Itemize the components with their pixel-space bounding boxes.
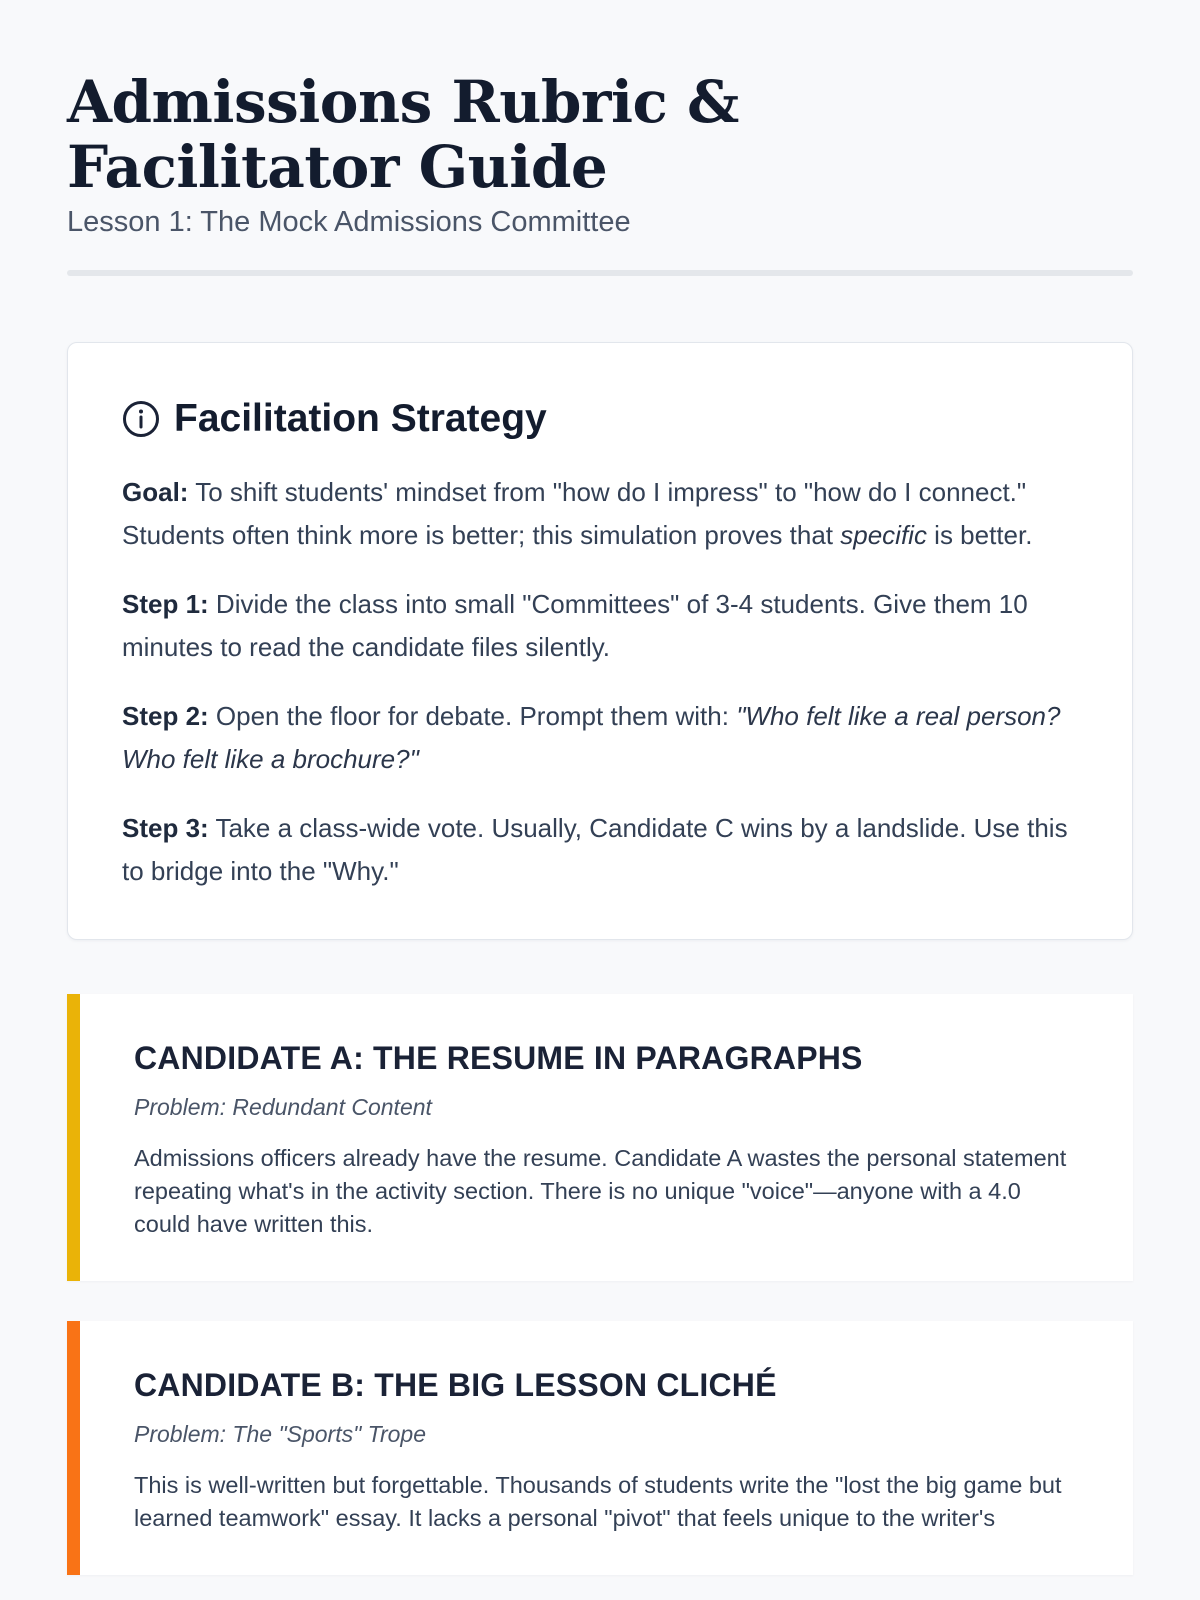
header-divider (67, 270, 1133, 276)
step-1-paragraph (122, 583, 1078, 669)
step-3-paragraph (122, 807, 1078, 893)
strategy-title: Facilitation Strategy (174, 397, 547, 440)
page-subtitle: Lesson 1: The Mock Admissions Committee (67, 206, 631, 238)
goal-text-after: is better. (926, 520, 1033, 550)
candidate-a-body: Admissions officers already have the resume. Candidate A wastes the personal statement repeating what's in the activity section. There is no unique "voice"—anyone with a 4.0 could have written this. (134, 1145, 1067, 1237)
facilitation-strategy-card (67, 342, 1133, 940)
info-icon (122, 400, 160, 438)
step-3-text: Take a class-wide vote. Usually, Candidate C wins by a landslide. Use this to bridge into the "Why." (122, 813, 1068, 886)
strategy-header (122, 397, 1078, 441)
step-1-text: Divide the class into small "Committees" of 3-4 students. Give them 10 minutes to read the candidate files silently. (122, 589, 1028, 662)
step-2-quote: "Who felt like a real person? Who felt like a brochure?" (122, 701, 1061, 774)
candidate-a-card (67, 994, 1133, 1281)
candidate-a-title: CANDIDATE A: THE RESUME IN PARAGRAPHS (134, 1040, 863, 1076)
goal-paragraph (122, 471, 1078, 557)
candidate-b-card (67, 1321, 1133, 1575)
step-2-text: Open the floor for debate. Prompt them with: (208, 701, 737, 731)
step-2-label: Step 2: (122, 701, 209, 731)
candidate-b-body: This is well-written but forgettable. Thousands of students write the "lost the big game but learned teamwork" essay. It lacks a personal "pivot" that feels unique to the writer's (134, 1472, 1062, 1531)
candidate-a-problem: Problem: Redundant Content (134, 1094, 432, 1120)
candidate-b-title: CANDIDATE B: THE BIG LESSON CLICHÉ (134, 1367, 777, 1403)
goal-emphasis: specific (840, 520, 927, 550)
step-3-label: Step 3: (122, 813, 209, 843)
step-1-label: Step 1: (122, 589, 209, 619)
step-2-paragraph (122, 695, 1078, 781)
goal-text-before: To shift students' mindset from "how do I impress" to "how do I connect." Students often think more is better; this simulation proves that (122, 477, 1027, 550)
page-title: Admissions Rubric & Facilitator Guide (67, 68, 739, 201)
goal-label: Goal: (122, 477, 189, 507)
candidate-b-problem: Problem: The "Sports" Trope (134, 1421, 427, 1447)
